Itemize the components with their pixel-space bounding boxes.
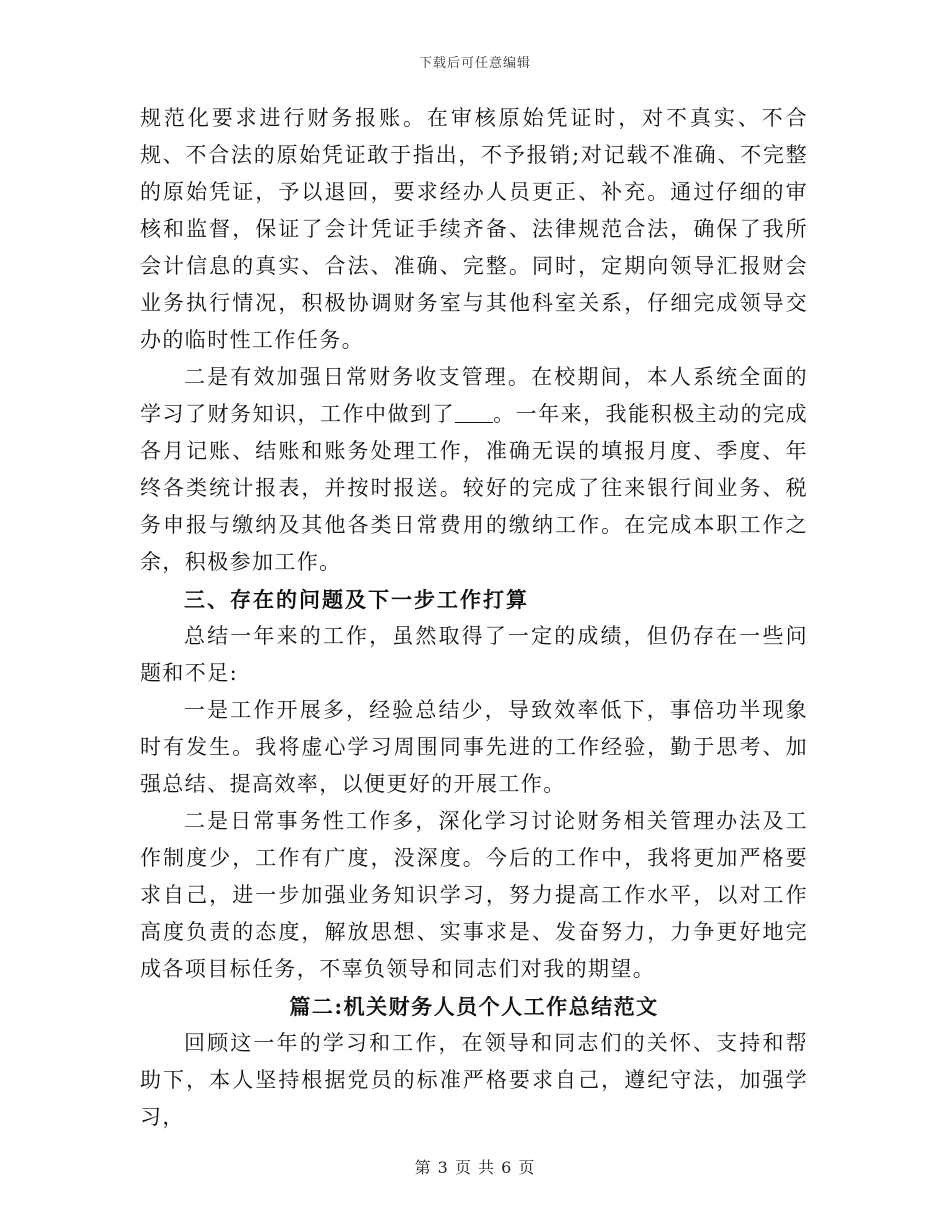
paragraph-continued: 规范化要求进行财务报账。在审核原始凭证时，对不真实、不合规、不合法的原始凭证敢于指出，不予报销;对记载不准确、不完整的原始凭证，予以退回，要求经办人员更正、补充。通过仔细的审核和监督，保证了会计凭证手续齐备、法律规范合法，确保了我所会计信息的真实、合法、准确、完整。同时，定期向领导汇报财会业务执行情况，积极协调财务室与其他科室关系，仔细完成领导交办的临时性工作任务。 xyxy=(140,106,808,352)
paragraph-review: 回顾这一年的学习和工作，在领导和同志们的关怀、支持和帮助下，本人坚持根据党员的标准严格要求自己，遵纪守法，加强学习， xyxy=(140,1031,808,1129)
document-body xyxy=(140,100,808,1136)
page-footer: 第 3 页 共 6 页 xyxy=(414,1158,536,1177)
page-header: 下载后可任意编辑 xyxy=(418,56,531,71)
fill-in-blank xyxy=(455,402,493,423)
section-heading-problems: 三、存在的问题及下一步工作打算 xyxy=(184,587,529,612)
paragraph-problem-one: 一是工作开展多，经验总结少，导致效率低下，事倍功半现象时有发生。我将虚心学习周围同事先进的工作经验，勤于思考、加强总结、提高效率，以便更好的开展工作。 xyxy=(140,698,808,796)
paragraph-daily-finance-part2: 。一年来，我能积极主动的完成各月记账、结账和账务处理工作，准确无误的填报月度、季度、年终各类统计报表，并按时报送。较好的完成了往来银行间业务、税务申报与缴纳及其他各类日常费用的缴纳工作。在完成本职工作之余，积极参加工作。 xyxy=(140,402,808,574)
article-two-heading: 篇二:机关财务人员个人工作总结范文 xyxy=(289,994,659,1019)
paragraph-daily-finance xyxy=(140,359,808,581)
paragraph-problem-two: 二是日常事务性工作多，深化学习讨论财务相关管理办法及工作制度少，工作有广度，没深度。今后的工作中，我将更加严格要求自己，进一步加强业务知识学习，努力提高工作水平，以对工作高度负责的态度，解放思想、实事求是、发奋努力，力争更好地完成各项目标任务，不辜负领导和同志们对我的期望。 xyxy=(140,809,808,981)
paragraph-daily-finance-part1: 二是有效加强日常财务收支管理。在校期间，本人系统全面的学习了财务知识，工作中做到了 xyxy=(140,365,808,426)
paragraph-summary: 总结一年来的工作，虽然取得了一定的成绩，但仍存在一些问题和不足: xyxy=(140,624,808,685)
